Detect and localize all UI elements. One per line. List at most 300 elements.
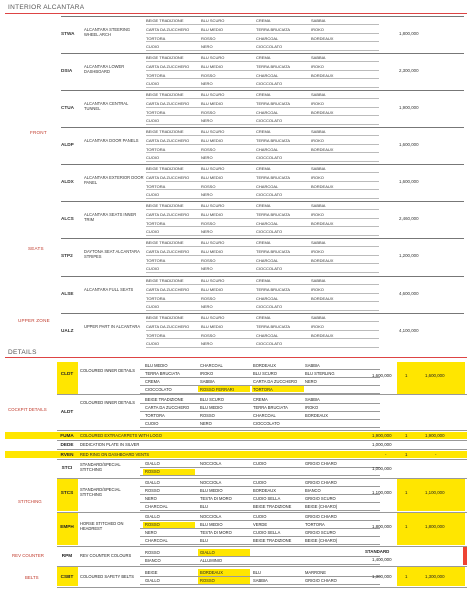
red-marker [463,547,467,565]
color-option: BORDEAUX [253,488,276,493]
color-option: VERDE [253,522,268,527]
color-option: CUOIO [253,461,267,466]
row-divider [140,528,380,529]
color-option: BORDEAUX [311,332,334,338]
color-option: BORDEAUX [200,570,223,575]
color-option: SABBIA [311,55,326,61]
color-option: NOCCIOLA [200,480,222,485]
color-option: CHARCOAL [145,504,168,509]
color-row [146,145,379,153]
color-option: CIOCCOLATO [256,341,283,347]
color-option: BLU MEDIO [201,137,224,143]
color-option: BEIGE [145,570,158,575]
option-total: 1,600,000 [425,373,445,378]
color-option: IROKO [311,286,324,292]
color-option: BLU SCURO [253,371,277,376]
color-option: BLU MEDIO [201,211,224,217]
color-option: CIOCCOLATO [256,155,283,161]
color-option: CHARCOAL [253,413,276,418]
highlight-price [397,479,465,511]
color-option: CUOIO SELLA [253,496,281,501]
option-description: STANDARD/SPECIAL STITCHING [80,487,121,498]
color-row [146,108,379,116]
color-option: BLU MEDIO [201,63,224,69]
highlight-price [397,513,465,545]
option-description: ALCANTARA FULL SEATS [84,287,134,292]
color-option: CIOCCOLATO [256,118,283,124]
color-option: CREMA [253,397,268,402]
color-row [146,100,379,108]
color-row [146,286,379,294]
color-row [146,303,379,311]
color-option: NERO [201,155,213,161]
row-divider [140,544,380,545]
row-divider [57,449,467,450]
color-option: BORDEAUX [311,183,334,189]
color-option: TERRA BRUCIATA [256,26,291,32]
color-option: CHARCOAL [256,332,279,338]
color-row [146,239,379,247]
option-code: FUMA [60,433,74,438]
row-divider [140,467,380,468]
row-divider [140,520,380,521]
option-code: ALDP [61,142,74,147]
option-price: 1,600,000 [372,373,392,378]
option-description: ALCANTARA STEERING WHEEL ARCH [84,27,131,38]
color-option: NERO [305,379,317,384]
row-divider [57,587,467,588]
color-option: BEIGE TRADIZIONE [146,278,184,284]
color-option: TERRA BRUCIATA [256,211,291,217]
color-option: CUOIO [146,81,160,87]
option-quantity: 1 [405,452,408,457]
color-option: BLU MEDIO [145,363,168,368]
color-option: TORTORA [145,413,165,418]
color-option: CUOIO [146,155,160,161]
row-divider [57,440,467,441]
option-price: 1,200,000 [399,253,419,258]
color-option: ROSSO [200,413,215,418]
color-row [146,228,379,236]
color-option: CARTA DA ZUCCHERO [146,137,190,143]
row-divider [57,430,467,431]
color-row [146,294,379,302]
color-option: BEIGE TRADIZIONE [146,92,184,98]
color-option: BORDEAUX [311,220,334,226]
color-option: IROKO [305,405,319,410]
color-option: CHARCOAL [145,538,168,543]
color-option: IROKO [311,100,324,106]
color-option: CREMA [256,55,271,61]
row-divider [140,385,380,386]
row-divider [140,576,380,577]
option-code: CSBT [60,574,74,579]
color-option: GRIGIO CHIARO [305,461,337,466]
option-price: 1,600,000 [399,142,419,147]
row-divider [140,377,380,378]
color-row [146,165,379,173]
color-option: GIALLO [200,550,215,555]
color-option: BLU [200,538,208,543]
option-quantity: 1 [405,433,408,438]
color-option: CREMA [256,240,271,246]
highlight-code [57,513,78,545]
color-option: CHARCOAL [256,146,279,152]
highlight-code [57,479,78,511]
option-group [61,164,464,201]
color-option: ROSSO [145,488,160,493]
zone-label-upper: UPPER ZONE [18,318,50,323]
color-option: GRIGIO SCURO [305,496,336,501]
option-quantity: 1 [405,490,408,495]
color-option: IROKO [311,323,324,329]
color-option: CREMA [256,18,271,24]
color-option: BLU MEDIO [201,26,224,32]
color-option: BORDEAUX [311,72,334,78]
color-option: CREMA [256,203,271,209]
color-option: ROSSO [201,72,216,78]
row-divider [140,475,380,476]
color-option: CARTA DA ZUCCHERO [146,323,190,329]
color-option: BLU STERLING [305,371,335,376]
row-divider [140,494,380,495]
color-option: NERO [201,229,213,235]
color-option: IROKO [311,26,324,32]
color-row [146,248,379,256]
color-option: TESTA DI MORO [200,496,232,501]
color-option: TERRA BRUCIATA [256,174,291,180]
color-option: SABBIA [311,92,326,98]
details-label-stitching: STITCHING [18,499,42,504]
color-option: TORTORA [146,257,166,263]
option-description: ALCANTARA DOOR PANELS [84,138,139,143]
color-option: BEIGE TRADIZIONE [146,203,184,209]
color-option: CIOCCOLATO [256,81,283,87]
color-option: BLU MEDIO [200,488,223,493]
color-option: CUOIO [146,304,160,310]
option-group [61,313,464,350]
color-row [146,71,379,79]
option-group [61,53,464,90]
row-divider [140,403,380,404]
color-option: NERO [200,421,212,426]
color-option: BLU MEDIO [200,522,223,527]
option-total: 1,800,000 [425,524,445,529]
color-option: ROSSO [145,550,160,555]
color-option: CUOIO [146,118,160,124]
option-description: DEDICATION PLATE IN SILVER [80,442,140,447]
color-option: BEIGE (CHIARO) [305,504,338,509]
color-row [146,182,379,190]
color-option: CHARCOAL [256,35,279,41]
color-option: CHARCOAL [256,183,279,189]
color-option: IROKO [311,137,324,143]
color-option: GRIGIO CHIARO [305,514,337,519]
color-option: IROKO [311,174,324,180]
option-description: ALCANTARA CENTRAL TUNNEL [84,101,129,112]
color-option: TORTORA [146,146,166,152]
option-description: ALCANTARA SEATS INNER TRIM [84,212,137,223]
color-option: CARTA DA ZUCCHERO [146,211,190,217]
option-code: STCS [60,490,74,495]
color-option: GIALLO [145,578,160,583]
color-option: BLU [200,504,208,509]
option-group [61,201,464,238]
color-row [146,137,379,145]
option-price: 1,800,000 [372,524,392,529]
color-option: ROSSO [201,109,216,115]
color-option: TORTORA [146,220,166,226]
row-divider [140,556,380,557]
option-code: DSIA [61,68,73,73]
color-option: MARRONE [305,570,326,575]
color-option: ROSSO [145,469,160,474]
color-row [146,340,379,348]
color-row [146,26,379,34]
color-option: SABBIA [305,363,320,368]
color-option: BLU MEDIO [201,248,224,254]
color-option: CREMA [256,92,271,98]
color-option: NERO [201,44,213,50]
row-divider [57,394,467,395]
option-code: STCI [61,465,73,470]
color-option: SABBIA [311,278,326,284]
color-option: ALLUMINIO [200,558,223,563]
color-option: BEIGE TRADIZIONE [253,504,292,509]
details-section-title: DETAILS [8,349,37,356]
option-description: COLOURED EXTRACARPETS WITH LOGO [80,433,162,438]
color-option: TERRA BRUCIATA [256,248,291,254]
option-description: COLOURED INNER DETAILS [80,368,135,373]
color-option: CHARCOAL [200,363,223,368]
color-option: NERO [201,81,213,87]
option-description: REV COUNTER COLOURS [80,553,132,558]
color-option: ROSSO [201,295,216,301]
color-option: IROKO [200,371,214,376]
color-option: SABBIA [311,203,326,209]
color-option: TERRA BRUCIATA [256,63,291,69]
color-option: BLU MEDIO [201,100,224,106]
color-option: BEIGE TRADIZIONE [146,166,184,172]
color-option: BLU SCURO [201,203,225,209]
option-description: ALCANTARA LOWER DASHBOARD [84,64,125,75]
color-option: SABBIA [311,18,326,24]
row-divider [140,584,380,585]
color-option: CHARCOAL [256,295,279,301]
interior-section-rule [5,13,467,14]
color-option: TORTORA [146,72,166,78]
color-option: NERO [201,341,213,347]
color-option: BLU MEDIO [201,174,224,180]
option-description: COLOURED SAFETY BELTS [80,574,134,579]
color-option: CHARCOAL [256,72,279,78]
option-group [61,276,464,313]
color-option: TORTORA [146,295,166,301]
option-description: ALCANTARA EXTERIOR DOOR PANEL [84,175,144,186]
option-price: 1,600,000 [399,179,419,184]
color-option: SABBIA [311,129,326,135]
color-option: CIOCCOLATO [145,387,172,392]
option-description: RED RING ON DASHBOARD VENTS [80,452,150,457]
color-option: SABBIA [200,379,215,384]
color-row [146,323,379,331]
color-option: GIALLO [145,480,160,485]
color-option: ROSSO [201,332,216,338]
details-label-belts: BELTS [25,575,39,580]
option-code: ALCS [61,216,74,221]
color-option: CHARCOAL [256,220,279,226]
option-group [61,127,464,164]
color-option: BLU SCURO [201,18,225,24]
color-option: SABBIA [311,315,326,321]
color-option: TORTORA [146,109,166,115]
option-price: 1,800,000 [399,31,419,36]
color-option: CUOIO [146,266,160,272]
color-option: CREMA [256,278,271,284]
color-option: SABBIA [311,240,326,246]
color-option: TERRA BRUCIATA [256,323,291,329]
row-divider [140,411,380,412]
color-option: CUOIO [253,514,267,519]
color-option: TORTORA [253,387,273,392]
color-option: NERO [201,192,213,198]
color-row [146,174,379,182]
color-option: CIOCCOLATO [256,304,283,310]
color-row [146,277,379,285]
color-row [146,128,379,136]
color-row [146,154,379,162]
color-option: BORDEAUX [311,257,334,263]
color-option: TERRA BRUCIATA [145,371,180,376]
color-option: TERRA BRUCIATA [253,405,288,410]
details-section-rule [5,357,467,358]
color-option: SABBIA [253,578,268,583]
color-option: ROSSO FERRARI [200,387,234,392]
row-divider [140,486,380,487]
color-row [146,211,379,219]
color-option: GRIGIO CHIARO [305,578,337,583]
color-option: NERO [145,530,157,535]
color-row [146,91,379,99]
option-quantity: 1 [405,524,408,529]
row-divider [140,564,380,565]
row-divider [140,502,380,503]
color-option: CREMA [256,129,271,135]
option-group [61,90,464,127]
color-option: CHARCOAL [256,257,279,263]
color-row [146,314,379,322]
highlight-code [57,362,78,394]
color-option: BORDEAUX [311,35,334,41]
option-price: 2,460,000 [399,216,419,221]
color-option: NERO [201,304,213,310]
option-price: 4,100,000 [399,328,419,333]
color-option: ROSSO [201,35,216,41]
color-row [146,219,379,227]
option-price: 1,400,000 [372,557,392,562]
color-option: IROKO [311,63,324,69]
option-price: 1,900,000 [399,105,419,110]
color-option: CHARCOAL [256,109,279,115]
option-price: 1,000,000 [372,442,392,447]
color-option: TORTORA [146,332,166,338]
color-option: CARTA DA ZUCCHERO [146,63,190,69]
color-option: CARTA DA ZUCCHERO [146,248,190,254]
color-option: GRIGIO CHIARO [305,480,337,485]
color-row [146,43,379,51]
option-quantity: 1 [405,373,408,378]
row-divider [140,369,380,370]
color-option: BEIGE TRADIZIONE [146,315,184,321]
color-option: BLU [253,570,261,575]
option-code: ALDX [61,179,74,184]
option-code: STWA [61,31,75,36]
color-row [146,331,379,339]
highlight-price [397,362,465,394]
color-option: CARTA DA ZUCCHERO [146,286,190,292]
option-code: CLDT [60,371,74,376]
row-divider [57,546,467,547]
color-option: CARTA DA ZUCCHERO [145,405,190,410]
color-option: CREMA [256,315,271,321]
color-option: BEIGE TRADIZIONE [146,240,184,246]
color-option: BLU MEDIO [201,286,224,292]
option-description: UPPER PART IN ALCANTARA [84,324,141,329]
color-option: BORDEAUX [253,363,276,368]
color-option: ROSSO [201,257,216,263]
color-option: BORDEAUX [311,109,334,115]
option-total: 1,300,000 [425,574,445,579]
color-option: ROSSO [201,146,216,152]
row-divider [57,459,467,460]
color-option: BEIGE TRADIZIONE [146,18,184,24]
option-description: DAYTONA SEAT ALCANTARA STRIPES [84,249,140,260]
color-option: CUOIO [146,229,160,235]
color-option: CUOIO [253,480,267,485]
color-row [146,191,379,199]
color-option: CARTA DA ZUCCHERO [146,100,190,106]
color-option: BLU SCURO [201,315,225,321]
color-option: BEIGE TRADIZIONE [145,397,184,402]
option-description: STANDARD/SPECIAL STITCHING [80,462,121,473]
color-option: CIOCCOLATO [256,192,283,198]
option-group [61,16,464,53]
color-option: GRIGIO SCURO [305,530,336,535]
option-price: 2,300,000 [399,68,419,73]
color-row [146,256,379,264]
row-divider [140,536,380,537]
color-option: BLU SCURO [201,92,225,98]
color-row [146,63,379,71]
option-price: 1,000,000 [372,466,392,471]
option-group [61,238,464,275]
color-option: SABBIA [311,166,326,172]
color-row [146,17,379,25]
color-option: CUOIO [146,341,160,347]
color-option: BLU SCURO [201,240,225,246]
option-price: 1,900,000 [372,433,392,438]
color-option: BLU SCURO [201,278,225,284]
option-description: HORSE STITCHED ON HEADREST [80,521,124,532]
option-price: 1,300,000 [372,574,392,579]
color-option: BEIGE TRADIZIONE [146,129,184,135]
details-label-rev-counter: REV COUNTER [12,553,44,558]
color-option: NOCCIOLA [200,514,222,519]
color-option: NERO [201,266,213,272]
color-option: IROKO [311,211,324,217]
color-option: CIOCCOLATO [253,421,280,426]
color-option: CUOIO [146,192,160,198]
